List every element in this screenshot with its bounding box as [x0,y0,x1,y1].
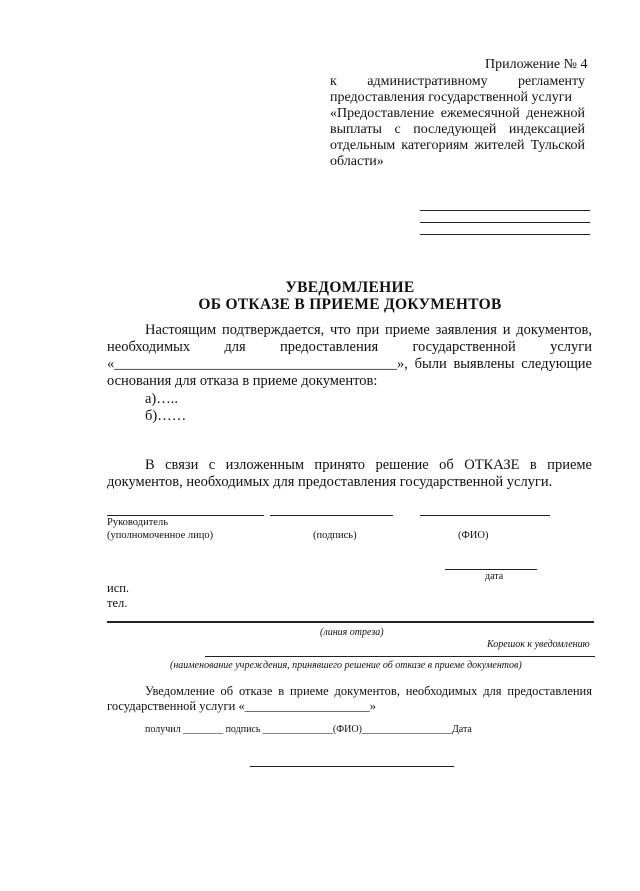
paragraph-line: «_______________________________________», были выявлены следующие [107,356,592,372]
paragraph-line: основания для отказа в приеме документов: [107,373,378,389]
date-blank-line [445,569,537,570]
full-name-label: (ФИО) [458,530,489,541]
stub-notice-line: Уведомление об отказе в приеме документов, необходимых для предоставления [145,684,592,698]
receipt-line: получил ________ подпись ______________(ФИО)__________________Дата [145,724,472,735]
signature-blank-line [420,515,550,516]
phone-label: тел. [107,596,128,610]
appendix-line: отдельным категориям жителей Тульской [330,138,585,153]
cut-line-label: (линия отреза) [320,627,384,638]
appendix-line: области» [330,154,384,169]
document-title: УВЕДОМЛЕНИЕ [285,279,415,296]
paragraph-line: Настоящим подтверждается, что при приеме заявления и документов, [145,322,592,338]
appendix-line: выплаты с последующей индексацией [330,122,585,137]
document-subtitle: ОБ ОТКАЗЕ В ПРИЕМЕ ДОКУМЕНТОВ [198,296,502,313]
cut-line [107,621,594,623]
executor-label: исп. [107,581,130,595]
institution-caption: (наименование учреждения, принявшего решение об отказе в приеме документов) [170,660,522,671]
reason-item-b: б)…… [145,408,187,424]
authorized-person-label: (уполномоченное лицо) [107,530,214,541]
addressee-blank-line [420,234,590,235]
head-label: Руководитель [107,517,168,528]
addressee-blank-line [420,222,590,223]
signature-blank-line [270,515,393,516]
date-label: дата [485,571,504,582]
signature-blank-line [107,515,264,516]
addressee-blank-line [420,210,590,211]
signature-label: (подпись) [313,530,357,541]
stub-notice-line: государственной услуги «____________________» [107,699,376,713]
appendix-number: Приложение № 4 [485,57,588,72]
institution-blank-line [205,656,595,657]
appendix-line: «Предоставление ежемесячной денежной [330,106,585,121]
reason-item-a: а)….. [145,391,179,407]
bottom-blank-line [250,766,454,767]
appendix-line: к административному регламенту [330,74,585,89]
stub-label: Корешок к уведомлению [487,639,590,650]
decision-line: документов, необходимых для предоставления государственной услуги. [107,474,553,490]
decision-line: В связи с изложенным принято решение об ОТКАЗЕ в приеме [145,457,592,473]
appendix-line: предоставления государственной услуги [330,90,572,105]
paragraph-line: необходимых для предоставления государственной услуги [107,339,592,355]
